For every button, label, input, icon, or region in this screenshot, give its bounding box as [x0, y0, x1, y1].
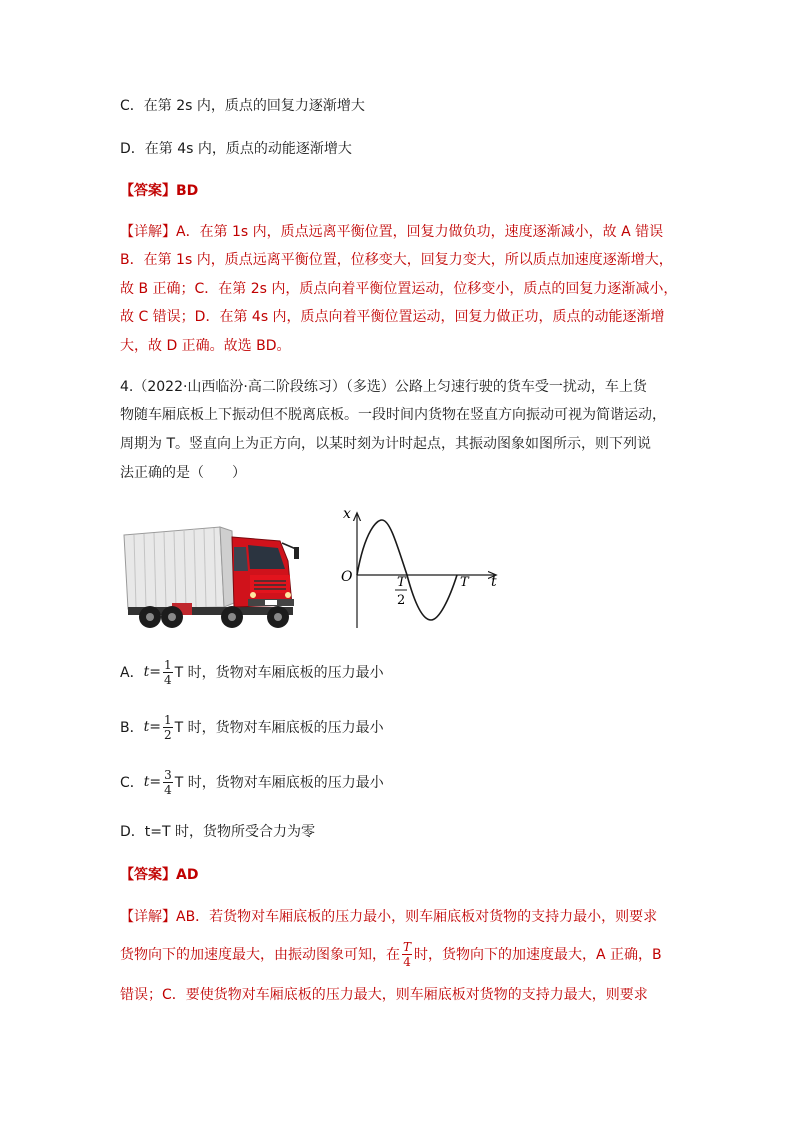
- option-a-prefix: A．: [120, 665, 144, 681]
- q4-stem-1: 4.（2022·山西临汾·高二阶段练习）（多选）公路上匀速行驶的货车受一扰动，车上货: [120, 379, 647, 395]
- x-axis-label: t: [491, 574, 497, 590]
- option-c-fraction: [163, 768, 173, 797]
- option-d-prev: D．在第 4s 内，质点的动能逐渐增大: [120, 141, 352, 157]
- option-b: [120, 705, 384, 749]
- detail-line-1: 【详解】A．在第 1s 内，质点远离平衡位置，回复力做负功，速度逐渐减小，故 A 错误: [120, 224, 664, 240]
- option-a: [120, 650, 384, 694]
- answer-q4: 【答案】AD: [120, 867, 199, 883]
- option-a-fraction: [163, 658, 173, 687]
- sine-curve: [357, 520, 457, 620]
- option-a-num: 1: [163, 657, 172, 672]
- option-b-den: 2: [163, 727, 172, 742]
- q4-stem-2: 物随车厢底板上下振动但不脱离底板。一段时间内货物在竖直方向振动可视为简谐运动，: [120, 407, 666, 423]
- option-a-t: t=: [143, 664, 161, 680]
- tick-full-label: T: [460, 575, 469, 590]
- detail-line-5: 大，故 D 正确。故选 BD。: [120, 338, 291, 354]
- vibration-graph: [335, 500, 510, 635]
- option-c-prev: C．在第 2s 内，质点的回复力逐渐增大: [120, 98, 365, 114]
- option-c-prefix: C．: [120, 775, 144, 791]
- q4-detail-num: T: [403, 939, 412, 954]
- option-c-t: t=: [143, 774, 162, 790]
- q4-detail-2b: 时，货物向下的加速度最大，A 正确，B: [414, 947, 662, 963]
- q4-detail-2a: 货物向下的加速度最大，由振动图象可知，在: [120, 947, 400, 963]
- option-b-prefix: B．: [120, 720, 144, 736]
- option-c-num: 3: [164, 767, 172, 782]
- option-d: D．t=T 时，货物所受合力为零: [120, 824, 316, 840]
- q4-detail-den: 4: [403, 954, 411, 969]
- option-b-fraction: [163, 713, 173, 742]
- option-b-text: T 时，货物对车厢底板的压力最小: [174, 720, 384, 736]
- option-c-text: T 时，货物对车厢底板的压力最小: [174, 775, 384, 791]
- detail-line-4: 故 C 错误；D．在第 4s 内，质点向着平衡位置运动，回复力做正功，质点的动能逐渐增: [120, 309, 665, 325]
- origin-label: O: [341, 569, 353, 585]
- y-axis-label: x: [343, 506, 351, 522]
- option-c: [120, 760, 384, 804]
- q4-stem-4: 法正确的是（ ）: [120, 465, 246, 481]
- detail-line-3: 故 B 正确；C．在第 2s 内，质点向着平衡位置运动，位移变小，质点的回复力逐渐减小，: [120, 281, 678, 297]
- tick-half-num: T: [397, 575, 406, 590]
- truck-image: [120, 525, 305, 635]
- option-a-den: 4: [163, 672, 172, 687]
- tick-half-den: 2: [397, 593, 406, 608]
- option-a-text: T 时，货物对车厢底板的压力最小: [174, 665, 384, 681]
- option-b-t: t=: [143, 719, 161, 735]
- detail-line-2: B．在第 1s 内，质点远离平衡位置，位移变大，回复力变大，所以质点加速度逐渐增大，: [120, 252, 673, 268]
- q4-detail-line-1: 【详解】AB．若货物对车厢底板的压力最小，则车厢底板对货物的支持力最小，则要求: [120, 909, 658, 925]
- answer-prev: 【答案】BD: [120, 183, 199, 199]
- option-c-den: 4: [164, 782, 172, 797]
- q4-detail-line-3: 错误；C．要使货物对车厢底板的压力最大，则车厢底板对货物的支持力最大，则要求: [120, 987, 648, 1003]
- option-b-num: 1: [163, 712, 172, 727]
- q4-detail-fraction: [402, 940, 412, 969]
- q4-detail-line-2: [120, 932, 662, 976]
- q4-stem-3: 周期为 T。竖直向上为正方向，以某时刻为计时起点，其振动图象如图所示，则下列说: [120, 436, 651, 452]
